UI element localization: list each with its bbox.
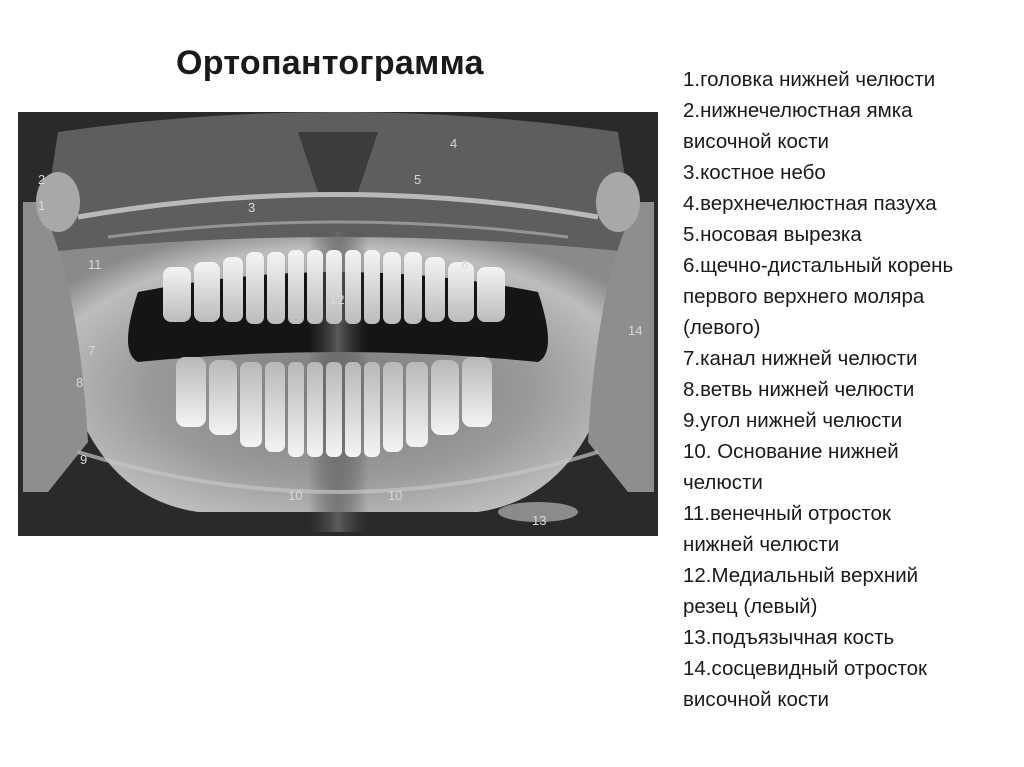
- legend-item-line: 10. Основание нижней: [683, 440, 899, 463]
- xray-label-8: 8: [76, 375, 84, 390]
- xray-label-5: 5: [414, 172, 422, 187]
- xray-label-11: 11: [88, 257, 102, 272]
- xray-label-6: 6: [461, 257, 469, 272]
- legend-item-line: резец (левый): [683, 595, 818, 618]
- legend-item-line: 12.Медиальный верхний: [683, 564, 919, 587]
- xray-label-10a: 10: [288, 488, 303, 503]
- xray-label-3: 3: [248, 200, 256, 215]
- legend-item-line: 8.ветвь нижней челюсти: [683, 378, 915, 401]
- panoramic-xray-image: [18, 112, 658, 536]
- xray-label-1: 1: [38, 198, 46, 213]
- legend-item-line: 5.носовая вырезка: [683, 223, 862, 246]
- legend-item-line: 6.щечно-дистальный корень: [683, 254, 954, 277]
- legend-item: [683, 343, 1013, 374]
- legend-item-line: нижней челюсти: [683, 533, 840, 556]
- legend-item: [683, 95, 1013, 157]
- legend-item: [683, 219, 1013, 250]
- xray-label-10b: 10: [388, 488, 403, 503]
- legend-item-line: (левого): [683, 316, 761, 339]
- legend-item: [683, 64, 1013, 95]
- legend-item: [683, 157, 1013, 188]
- legend-item-line: 7.канал нижней челюсти: [683, 347, 918, 370]
- legend-item: [683, 250, 1013, 343]
- legend-item: [683, 560, 1013, 622]
- xray-label-12: 12: [330, 292, 345, 307]
- legend-item: [683, 498, 1013, 560]
- legend-item: [683, 405, 1013, 436]
- legend-item-line: первого верхнего моляра: [683, 285, 925, 308]
- legend-item-line: 13.подъязычная кость: [683, 626, 895, 649]
- legend-item-line: 4.верхнечелюстная пазуха: [683, 192, 937, 215]
- legend-item-line: 3.костное небо: [683, 161, 826, 184]
- legend-item-line: височной кости: [683, 130, 830, 153]
- xray-label-7: 7: [88, 343, 96, 358]
- legend-item: [683, 653, 1013, 715]
- xray-label-9: 9: [80, 452, 88, 467]
- slide-title: Ортопантограмма: [176, 44, 484, 82]
- legend-item-line: 11.венечный отросток: [683, 502, 891, 525]
- legend-item-line: 2.нижнечелюстная ямка: [683, 99, 913, 122]
- legend-item-line: 9.угол нижней челюсти: [683, 409, 903, 432]
- legend-item: [683, 188, 1013, 219]
- xray-label-4: 4: [450, 136, 458, 151]
- legend-item: [683, 622, 1013, 653]
- legend-item: [683, 436, 1013, 498]
- legend-item-line: височной кости: [683, 688, 830, 711]
- legend-item: [683, 374, 1013, 405]
- xray-label-2: 2: [38, 172, 46, 187]
- legend-item-line: челюсти: [683, 471, 763, 494]
- anatomy-legend: [683, 64, 1013, 715]
- legend-item-line: 14.сосцевидный отросток: [683, 657, 927, 680]
- xray-label-13: 13: [532, 513, 547, 528]
- xray-label-14: 14: [628, 323, 643, 338]
- legend-item-line: 1.головка нижней челюсти: [683, 68, 936, 91]
